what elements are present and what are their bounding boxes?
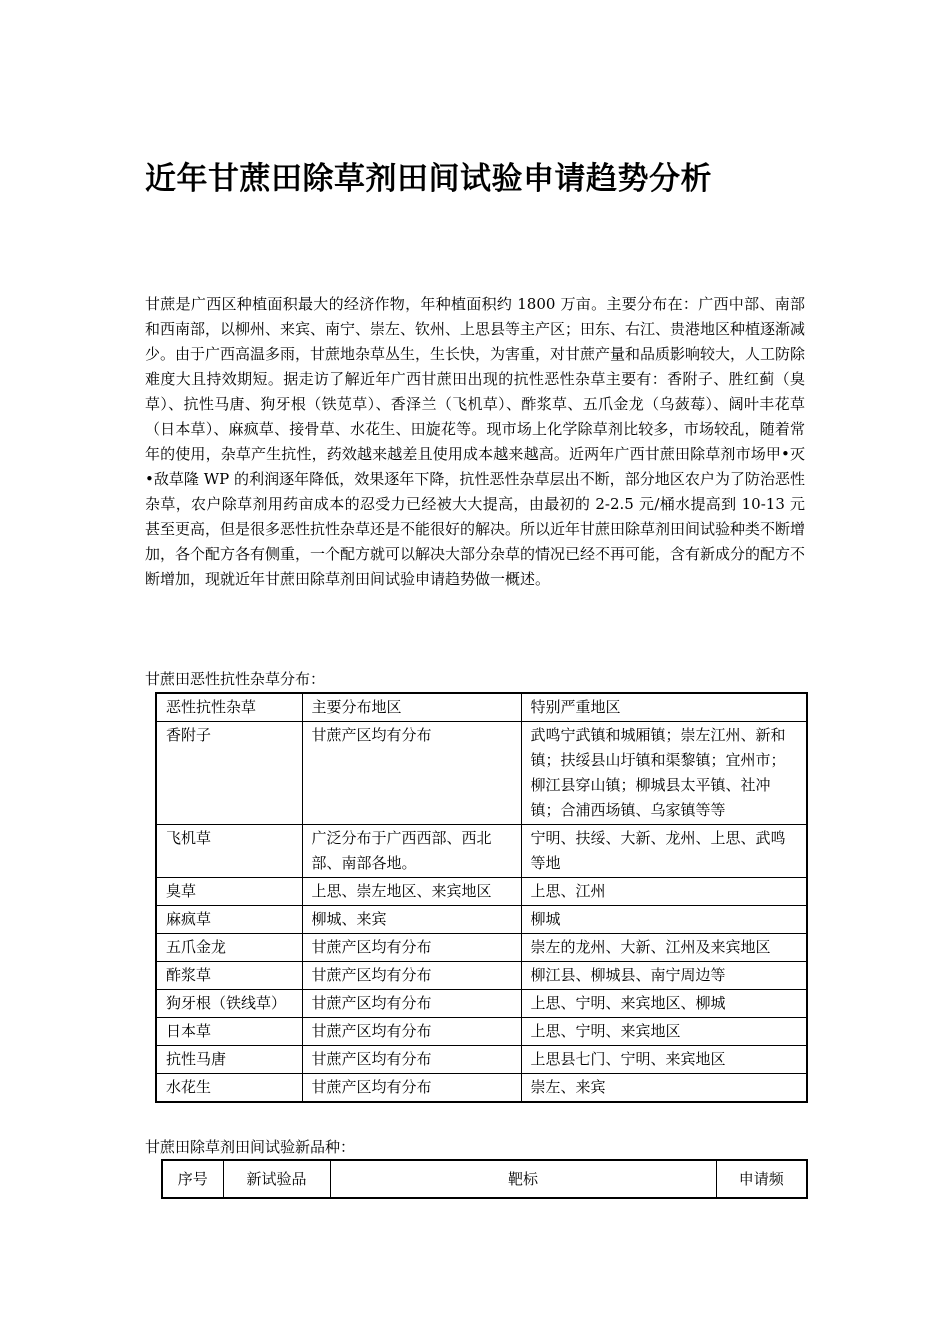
weed-name-cell: 麻疯草 [156,906,302,934]
weed-name-cell: 日本草 [156,1018,302,1046]
weed-name-cell: 酢浆草 [156,962,302,990]
trial-header-cell: 序号 [162,1160,223,1198]
table-row [156,722,807,825]
weed-severe-cell: 上思县七门、宁明、来宾地区 [521,1046,807,1074]
new-trial-products-table [161,1159,808,1199]
weed-region-cell: 甘蔗产区均有分布 [302,1046,521,1074]
weed-severe-cell: 武鸣宁武镇和城厢镇；崇左江州、新和镇；扶绥县山圩镇和渠黎镇；宜州市；柳江县穿山镇；柳城县太平镇、社冲镇；合浦西场镇、乌家镇等等 [521,722,807,825]
weed-region-cell: 甘蔗产区均有分布 [302,962,521,990]
weed-region-cell: 上思、崇左地区、来宾地区 [302,878,521,906]
weed-severe-cell: 崇左的龙州、大新、江州及来宾地区 [521,934,807,962]
weed-region-cell: 甘蔗产区均有分布 [302,990,521,1018]
weed-region-cell: 甘蔗产区均有分布 [302,722,521,825]
table-row [156,906,807,934]
weed-distribution-table [155,692,808,1103]
trial-table-header-row [162,1160,807,1198]
weed-region-cell: 甘蔗产区均有分布 [302,1018,521,1046]
table-row [156,1018,807,1046]
table-row [156,990,807,1018]
table-row [156,878,807,906]
weed-severe-cell: 宁明、扶绥、大新、龙州、上思、武鸣等地 [521,825,807,878]
weed-table-body [156,693,807,1102]
weed-name-cell: 香附子 [156,722,302,825]
weed-region-cell: 广泛分布于广西西部、西北部、南部各地。 [302,825,521,878]
table-row [156,1074,807,1103]
weed-severe-cell: 上思、江州 [521,878,807,906]
weed-header-cell: 特别严重地区 [521,693,807,722]
weed-name-cell: 抗性马唐 [156,1046,302,1074]
weed-region-cell: 甘蔗产区均有分布 [302,934,521,962]
intro-paragraph: 甘蔗是广西区种植面积最大的经济作物，年种植面积约 1800 万亩。主要分布在：广西中部、南部和西南部，以柳州、来宾、南宁、崇左、钦州、上思县等主产区；田东、右江、贵港地区种植逐渐减少。由于广西高温多雨，甘蔗地杂草丛生，生长快，为害重，对甘蔗产量和品质影响较大，人工防除难度大且持效期短。据走访了解近年广西甘蔗田出现的抗性恶性杂草主要有：香附子、胜红蓟（臭草）、抗性马唐、狗牙根（铁苋草）、香泽兰（飞机草）、酢浆草、五爪金龙（乌蔹莓）、阔叶丰花草（日本草）、麻疯草、接骨草、水花生、田旋花等。现市场上化学除草剂比较多，市场较乱，随着常年的使用，杂草产生抗性，药效越来越差且使用成本越来越高。近两年广西甘蔗田除草剂市场甲•灭•敌草隆 WP 的利润逐年降低，效果逐年下降，抗性恶性杂草层出不断，部分地区农户为了防治恶性杂草，农户除草剂用药亩成本的忍受力已经被大大提高，由最初的 2-2.5 元/桶水提高到 10-13 元甚至更高，但是很多恶性抗性杂草还是不能很好的解决。所以近年甘蔗田除草剂田间试验种类不断增加，各个配方各有侧重，一个配方就可以解决大部分杂草的情况已经不再可能，含有新成分的配方不断增加，现就近年甘蔗田除草剂田间试验申请趋势做一概述。 [145,295,806,588]
weed-name-cell: 五爪金龙 [156,934,302,962]
trial-header-cell: 靶标 [330,1160,716,1198]
trial-table-caption: 甘蔗田除草剂田间试验新品种： [145,1138,356,1156]
weed-severe-cell: 崇左、来宾 [521,1074,807,1103]
weed-severe-cell: 上思、宁明、来宾地区 [521,1018,807,1046]
weed-name-cell: 水花生 [156,1074,302,1103]
weed-table-header-row [156,693,807,722]
table-row [156,825,807,878]
weed-name-cell: 飞机草 [156,825,302,878]
table-row [156,962,807,990]
trial-header-cell: 申请频 [716,1160,807,1198]
weed-name-cell: 狗牙根（铁线草） [156,990,302,1018]
table-row [156,1046,807,1074]
table-row [156,934,807,962]
trial-header-cell: 新试验品 [223,1160,330,1198]
weed-header-cell: 恶性抗性杂草 [156,693,302,722]
weed-region-cell: 甘蔗产区均有分布 [302,1074,521,1103]
page-title: 近年甘蔗田除草剂田间试验申请趋势分析 [145,161,712,197]
weed-severe-cell: 柳城 [521,906,807,934]
weed-severe-cell: 上思、宁明、来宾地区、柳城 [521,990,807,1018]
weed-table-caption: 甘蔗田恶性抗性杂草分布： [145,670,326,688]
weed-severe-cell: 柳江县、柳城县、南宁周边等 [521,962,807,990]
weed-name-cell: 臭草 [156,878,302,906]
weed-header-cell: 主要分布地区 [302,693,521,722]
weed-region-cell: 柳城、来宾 [302,906,521,934]
